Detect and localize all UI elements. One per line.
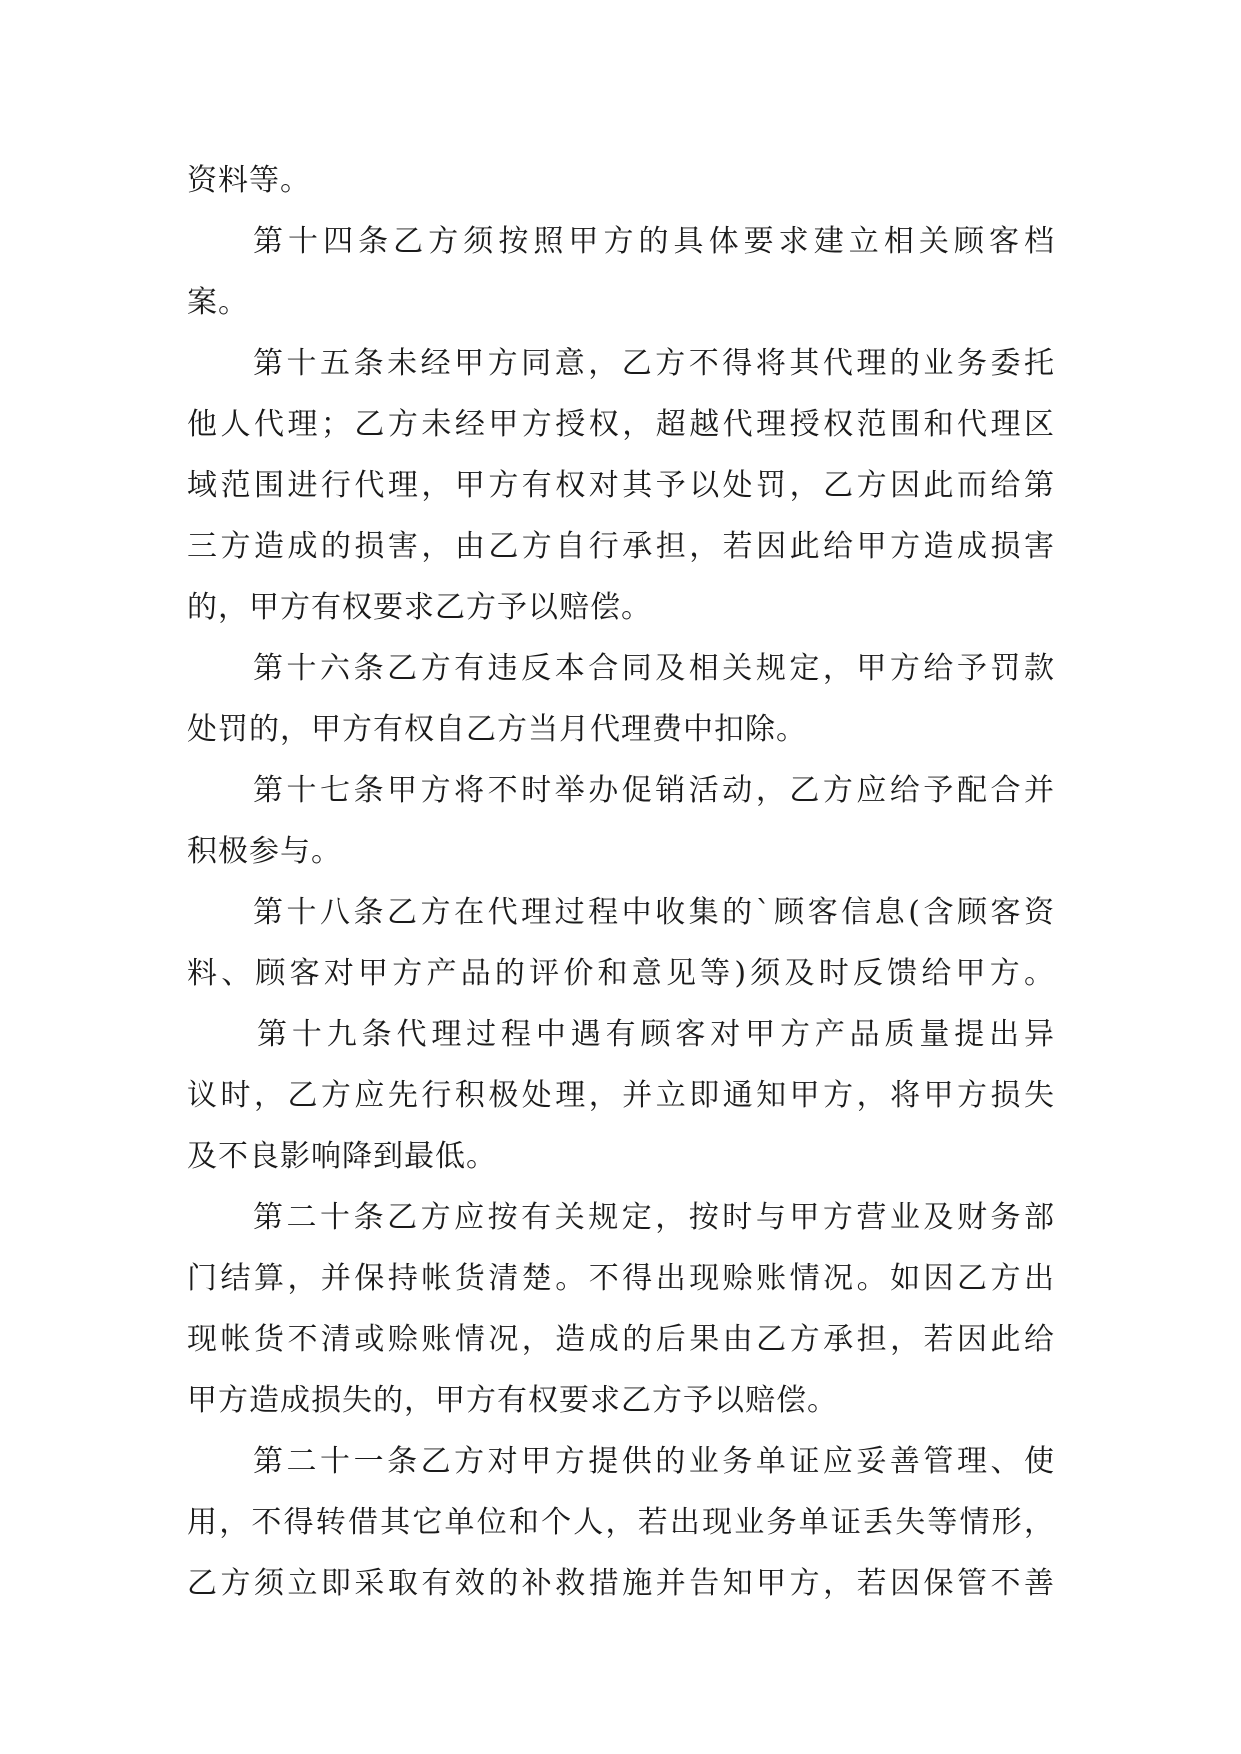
text-line: 第十五条未经甲方同意，乙方不得将其代理的业务委托 bbox=[253, 346, 1055, 381]
text-line: 料、顾客对甲方产品的评价和意见等)须及时反馈给甲方。 bbox=[187, 956, 1055, 991]
text-line: 域范围进行代理，甲方有权对其予以处罚，乙方因此而给第 bbox=[187, 468, 1055, 503]
text-line: 第十四条乙方须按照甲方的具体要求建立相关顾客档 bbox=[253, 224, 1055, 259]
text-line: 及不良影响降到最低。 bbox=[187, 1139, 497, 1174]
text-line: 第十八条乙方在代理过程中收集的`顾客信息(含顾客资 bbox=[253, 895, 1055, 930]
text-line: 案。 bbox=[187, 285, 249, 320]
text-line: 三方造成的损害，由乙方自行承担，若因此给甲方造成损害 bbox=[187, 529, 1055, 564]
text-line: 议时，乙方应先行积极处理，并立即通知甲方，将甲方损失 bbox=[187, 1078, 1055, 1113]
text-line: 第十九条代理过程中遇有顾客对甲方产品质量提出异 bbox=[257, 1017, 1055, 1052]
text-line: 积极参与。 bbox=[187, 834, 342, 869]
text-line: 第二十一条乙方对甲方提供的业务单证应妥善管理、使 bbox=[253, 1444, 1055, 1479]
text-line: 甲方造成损失的，甲方有权要求乙方予以赔偿。 bbox=[187, 1383, 838, 1418]
text-line: 乙方须立即采取有效的补救措施并告知甲方，若因保管不善 bbox=[187, 1566, 1055, 1601]
text-line: 门结算，并保持帐货清楚。不得出现赊账情况。如因乙方出 bbox=[187, 1261, 1055, 1296]
document-body bbox=[187, 150, 1055, 1614]
text-line: 的，甲方有权要求乙方予以赔偿。 bbox=[187, 590, 652, 625]
text-line: 第十六条乙方有违反本合同及相关规定，甲方给予罚款 bbox=[253, 651, 1055, 686]
text-line: 他人代理；乙方未经甲方授权，超越代理授权范围和代理区 bbox=[187, 407, 1055, 442]
text-line: 现帐货不清或赊账情况，造成的后果由乙方承担，若因此给 bbox=[187, 1322, 1055, 1357]
text-line: 处罚的，甲方有权自乙方当月代理费中扣除。 bbox=[187, 712, 807, 747]
text-line: 资料等。 bbox=[187, 163, 311, 198]
text-line: 第二十条乙方应按有关规定，按时与甲方营业及财务部 bbox=[253, 1200, 1055, 1235]
text-line: 用，不得转借其它单位和个人，若出现业务单证丢失等情形， bbox=[187, 1505, 1055, 1540]
text-line: 第十七条甲方将不时举办促销活动，乙方应给予配合并 bbox=[253, 773, 1055, 808]
